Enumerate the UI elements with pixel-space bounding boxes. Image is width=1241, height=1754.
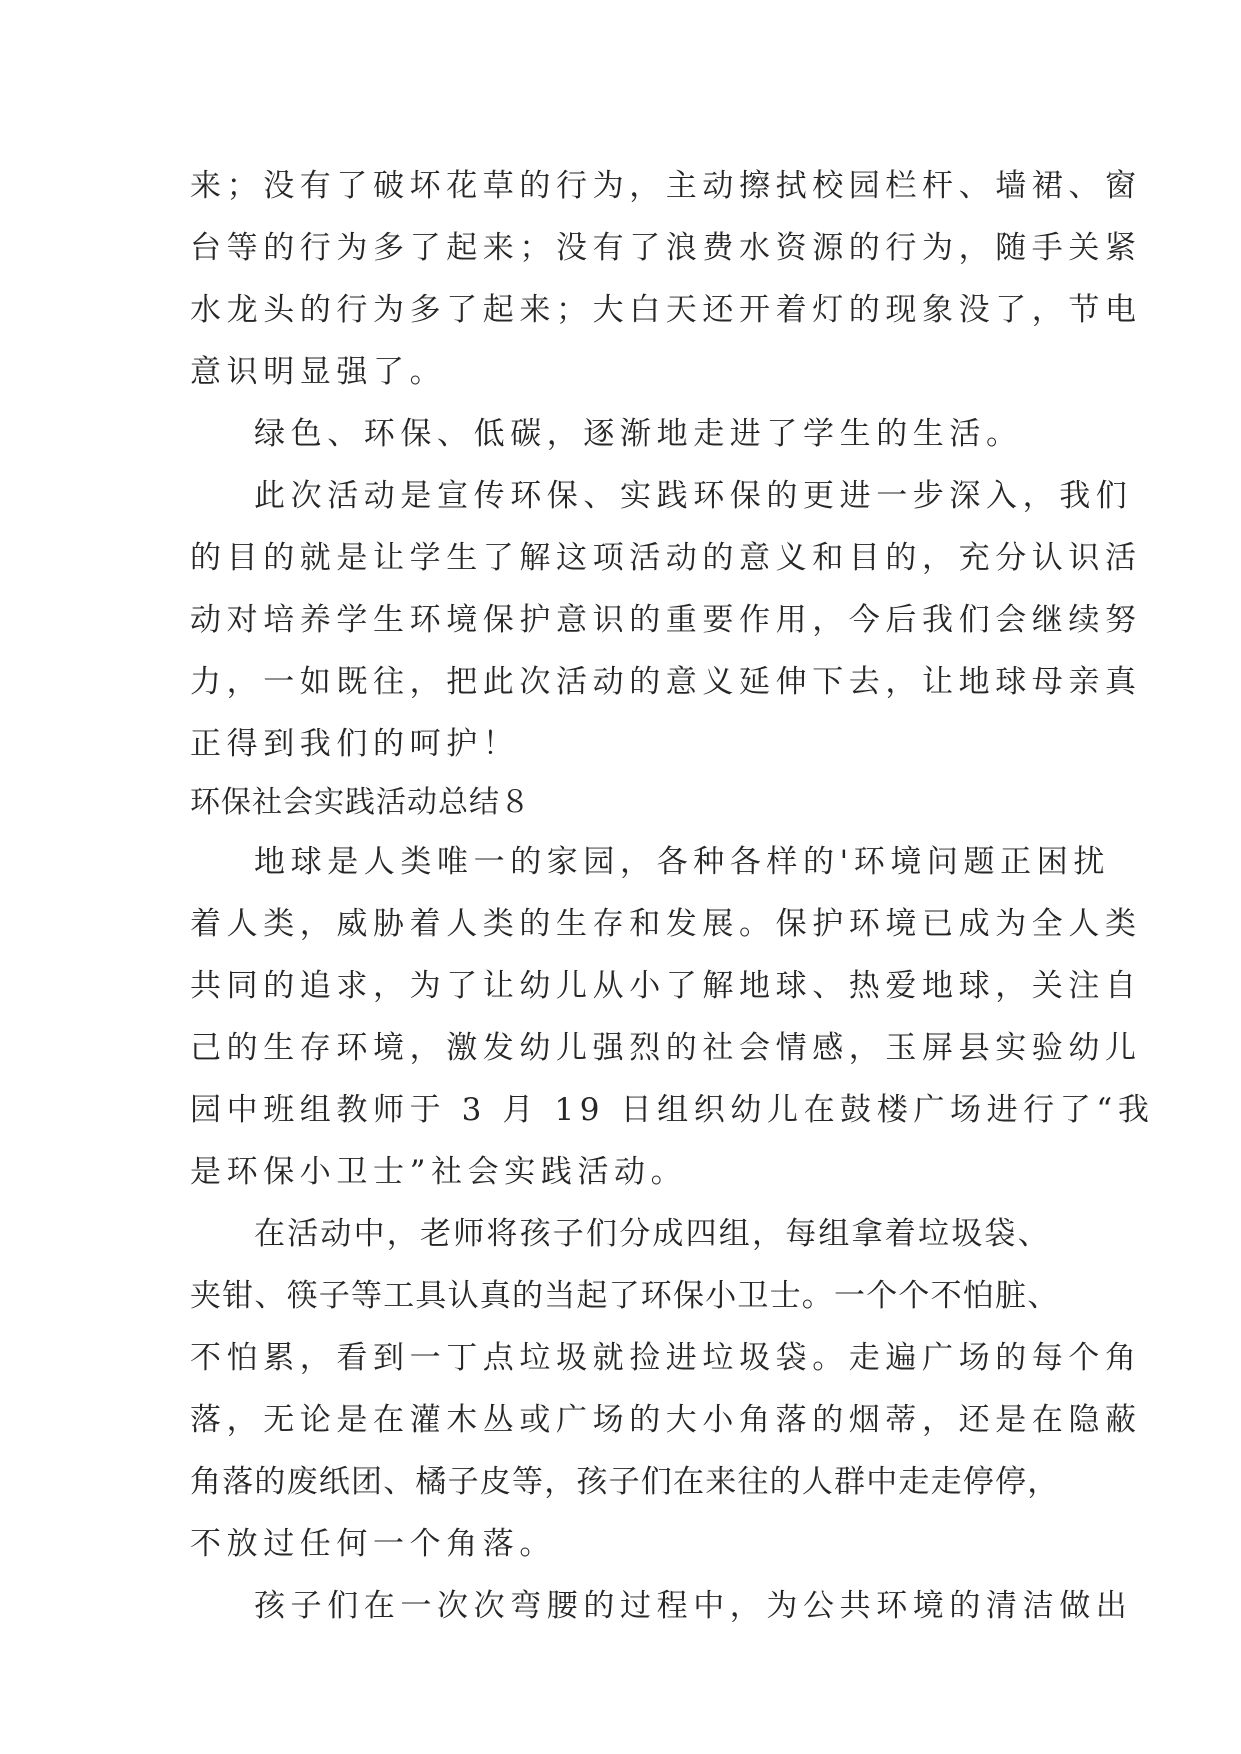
section-heading: 环保社会实践活动总结８ <box>190 785 531 820</box>
paragraph-line: 在活动中，老师将孩子们分成四组，每组拿着垃圾袋、 <box>254 1216 1051 1252</box>
paragraph-line: 不怕累，看到一丁点垃圾就捡进垃圾袋。走遍广场的每个角 <box>190 1340 1142 1376</box>
paragraph-line: 是环保小卫士”社会实践活动。 <box>190 1154 688 1190</box>
paragraph-line: 意识明显强了。 <box>190 354 447 390</box>
paragraph-line: 落，无论是在灌木丛或广场的大小角落的烟蒂，还是在隐蔽 <box>190 1402 1142 1438</box>
paragraph-4 <box>190 831 1155 1203</box>
paragraph-line: 力，一如既往，把此次活动的意义延伸下去，让地球母亲真 <box>190 664 1142 700</box>
paragraph-line: 来；没有了破坏花草的行为，主动擦拭校园栏杆、墙裙、窗 <box>190 168 1142 204</box>
paragraph-line: 共同的追求，为了让幼儿从小了解地球、热爱地球，关注自 <box>190 968 1142 1004</box>
paragraph-line: 角落的废纸团、橘子皮等，孩子们在来往的人群中走走停停， <box>190 1464 1060 1500</box>
paragraph-line: 孩子们在一次次弯腰的过程中，为公共环境的清洁做出 <box>254 1588 1133 1624</box>
paragraph-line: 着人类，威胁着人类的生存和发展。保护环境已成为全人类 <box>190 906 1142 942</box>
paragraph-2 <box>190 403 1050 465</box>
document-body <box>190 155 1155 1637</box>
paragraph-3 <box>190 465 1142 775</box>
paragraph-6 <box>190 1575 1133 1637</box>
paragraph-line: 园中班组教师于 3 月 19 日组织幼儿在鼓楼广场进行了“我 <box>190 1092 1155 1128</box>
paragraph-line: 夹钳、筷子等工具认真的当起了环保小卫士。一个个不怕脏、 <box>190 1278 1060 1314</box>
paragraph-line: 绿色、环保、低碳，逐渐地走进了学生的生活。 <box>254 416 1023 452</box>
paragraph-line: 水龙头的行为多了起来；大白天还开着灯的现象没了，节电 <box>190 292 1142 328</box>
paragraph-5 <box>190 1203 1142 1575</box>
paragraph-line: 不放过任何一个角落。 <box>190 1526 556 1562</box>
paragraph-line: 正得到我们的呵护！ <box>190 726 520 762</box>
paragraph-line: 动对培养学生环境保护意识的重要作用，今后我们会继续努 <box>190 602 1142 638</box>
paragraph-line: 台等的行为多了起来；没有了浪费水资源的行为，随手关紧 <box>190 230 1142 266</box>
paragraph-line: 己的生存环境，激发幼儿强烈的社会情感，玉屏县实验幼儿 <box>190 1030 1142 1066</box>
paragraph-line: 地球是人类唯一的家园，各种各样的'环境问题正困扰 <box>254 844 1110 880</box>
paragraph-1 <box>190 155 1142 403</box>
paragraph-line: 此次活动是宣传环保、实践环保的更进一步深入，我们 <box>254 478 1133 514</box>
paragraph-line: 的目的就是让学生了解这项活动的意义和目的，充分认识活 <box>190 540 1142 576</box>
